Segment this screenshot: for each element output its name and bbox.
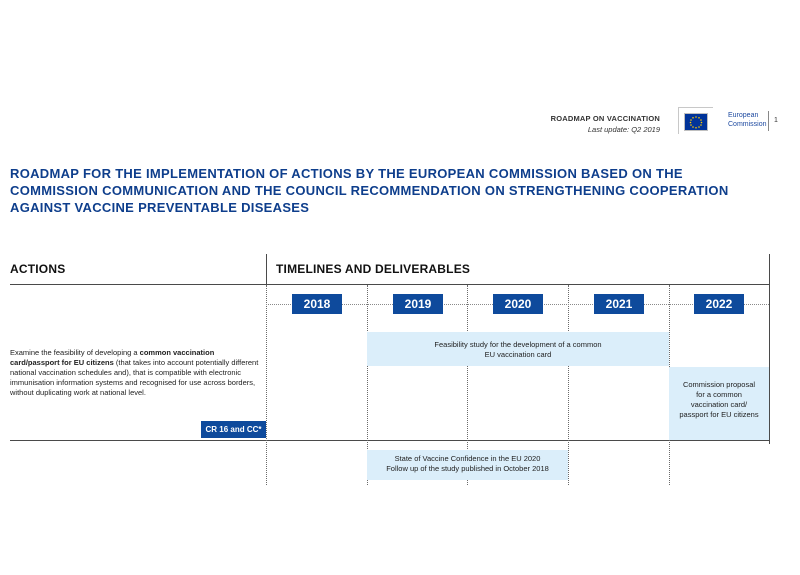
document-header <box>551 113 660 135</box>
row-divider <box>10 440 770 441</box>
action-bold-subject: common vaccination card/passport for EU citizens <box>10 348 215 367</box>
action-description: Examine the feasibility of developing a common vaccination card/passport for EU citizens (that takes into account potentially different national vaccination schedules and), that is compatible with electronic immunisation information systems and recognised for use across borders, without duplicating work at national level. <box>10 348 259 397</box>
col-sep-2021 <box>568 285 569 485</box>
col-sep-2018 <box>266 285 267 485</box>
deliverable-commission-proposal: Commission proposal for a common vaccination card/ passport for EU citizens <box>669 367 769 440</box>
actions-header: ACTIONS <box>10 262 66 276</box>
european-commission-logo <box>672 105 782 135</box>
year-2019: 2019 <box>393 294 443 314</box>
year-2018: 2018 <box>292 294 342 314</box>
eu-flag-icon <box>684 113 708 131</box>
page-number: 1 <box>774 117 778 124</box>
logo-separator <box>768 111 769 131</box>
year-2021: 2021 <box>594 294 644 314</box>
year-2022: 2022 <box>694 294 744 314</box>
deliverable-feasibility-study: Feasibility study for the development of a common EU vaccination card <box>367 332 669 366</box>
header-rule <box>10 284 770 285</box>
header-divider <box>266 254 267 284</box>
year-2020: 2020 <box>493 294 543 314</box>
deliverable-vaccine-confidence: State of Vaccine Confidence in the EU 2020 Follow up of the study published in October 2018 <box>367 450 568 480</box>
page-title: ROADMAP FOR THE IMPLEMENTATION OF ACTIONS BY THE EUROPEAN COMMISSION BASED ON THE COMMISSION COMMUNICATION AND THE COUNCIL RECOMMENDATION ON STRENGTHENING COOPERATION AGAINST VACCINE PREVENTABLE DISEASES <box>10 166 729 215</box>
doc-title: ROADMAP ON VACCINATION <box>550 114 660 123</box>
timelines-header: TIMELINES AND DELIVERABLES <box>276 262 471 276</box>
cr-cc-badge: CR 16 and CC* <box>201 421 266 438</box>
logo-text: European Commission <box>728 112 767 128</box>
last-update: Last update: Q2 2019 <box>587 125 660 134</box>
right-border <box>769 254 770 444</box>
